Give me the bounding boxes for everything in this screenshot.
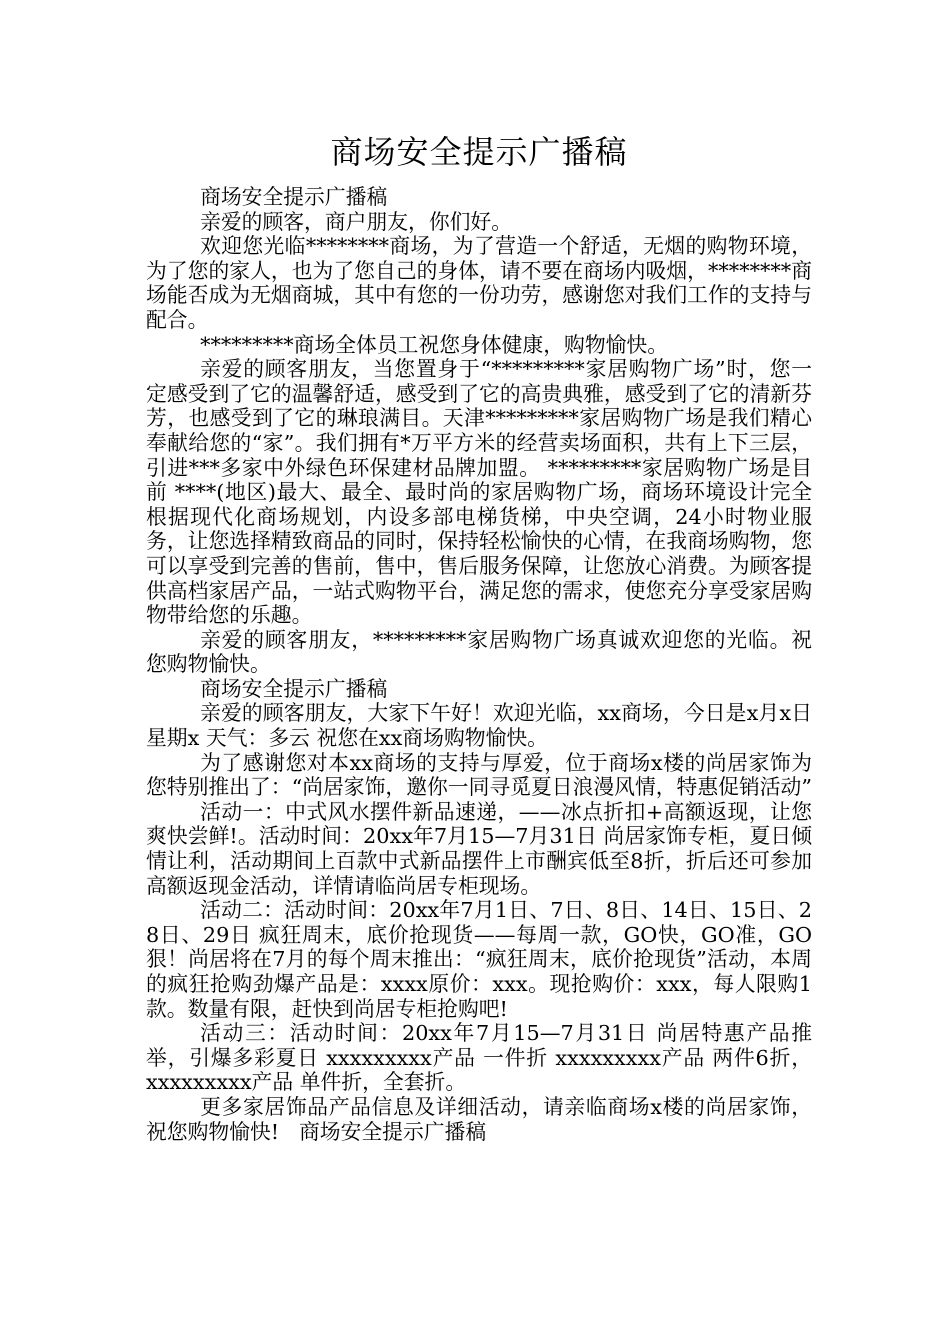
paragraph-activity-two: 活动二：活动时间：20xx年7月1日、7日、8日、14日、15日、28日、29日 疯狂周末，底价抢现货——每周一款，GO快，GO准，GO狠！尚居将在7月的每个周末推出：“疯狂周末，底价抢现货”活动，本周的疯狂抢购劲爆产品是：xxxx原价：xxx。现抢购价：xxx，每人限购1款。数量有限，赶快到尚居专柜抢购吧! [146,898,812,1021]
paragraph-welcome: 亲爱的顾客朋友，*********家居购物广场真诚欢迎您的光临。祝您购物愉快。 [146,627,812,677]
paragraph-closing: 更多家居饰品产品信息及详细活动，请亲临商场x楼的尚居家饰，祝您购物愉快! 商场安全提示广播稿 [146,1094,812,1144]
paragraph-plaza-intro: 亲爱的顾客朋友，当您置身于“*********家居购物广场”时，您一定感受到了它的温馨舒适，感受到了它的高贵典雅，感受到了它的清新芬芳，也感受到了它的琳琅满目。天津*********家居购物广场是我们精心奉献给您的“家”。我们拥有*万平方米的经营卖场面积，共有上下三层，引进***多家中外绿色环保建材品牌加盟。 *********家居购物广场是目前 ****(地区)最大、最全、最时尚的家居购物广场，商场环境设计完全根据现代化商场规划，内设多部电梯货梯，中央空调，24小时物业服务，让您选择精致商品的同时，保持轻松愉快的心情，在我商场购物，您可以享受到完善的售前，售中，售后服务保障，让您放心消费。为顾客提供高档家居产品，一站式购物平台，满足您的需求，使您充分享受家居购物带给您的乐趣。 [146,357,812,628]
paragraph-activity-three: 活动三：活动时间：20xx年7月15—7月31日 尚居特惠产品推举，引爆多彩夏日 xxxxxxxxx产品 一件折 xxxxxxxxx产品 两件6折， xxxxxxxxx产品 单件折，全套折。 [146,1021,826,1095]
document-body [146,185,826,1144]
paragraph-afternoon-greeting: 亲爱的顾客朋友，大家下午好！欢迎光临，xx商场，今日是x月x日 星期x 天气：多云 祝您在xx商场购物愉快。 [146,701,819,751]
paragraph-activity-one: 活动一：中式风水摆件新品速递，——冰点折扣+高额返现，让您爽快尝鲜!。活动时间：20xx年7月15—7月31日 尚居家饰专柜，夏日倾情让利，活动期间上百款中式新品摆件上市酬宾低至8折，折后还可参加高额返现金活动，详情请临尚居专柜现场。 [146,799,812,898]
paragraph-no-smoking: 欢迎您光临********商场，为了营造一个舒适，无烟的购物环境，为了您的家人，也为了您自己的身体，请不要在商场内吸烟，********商场能否成为无烟商城，其中有您的一份功劳，感谢您对我们工作的支持与配合。 [146,234,812,332]
document-page [146,0,826,1144]
paragraph-staff-wishes: *********商场全体员工祝您身体健康，购物愉快。 [200,332,669,357]
paragraph-promotion-intro: 为了感谢您对本xx商场的支持与厚爱，位于商场x楼的尚居家饰为您特别推出了：“尚居家饰，邀你一同寻觅夏日浪漫风情，特惠促销活动” [146,750,812,800]
paragraph-subtitle: 商场安全提示广播稿 [200,185,388,209]
paragraph-greeting: 亲爱的顾客，商户朋友，你们好。 [200,209,513,234]
document-title: 商场安全提示广播稿 [330,133,628,171]
paragraph-subtitle-2: 商场安全提示广播稿 [200,676,388,701]
